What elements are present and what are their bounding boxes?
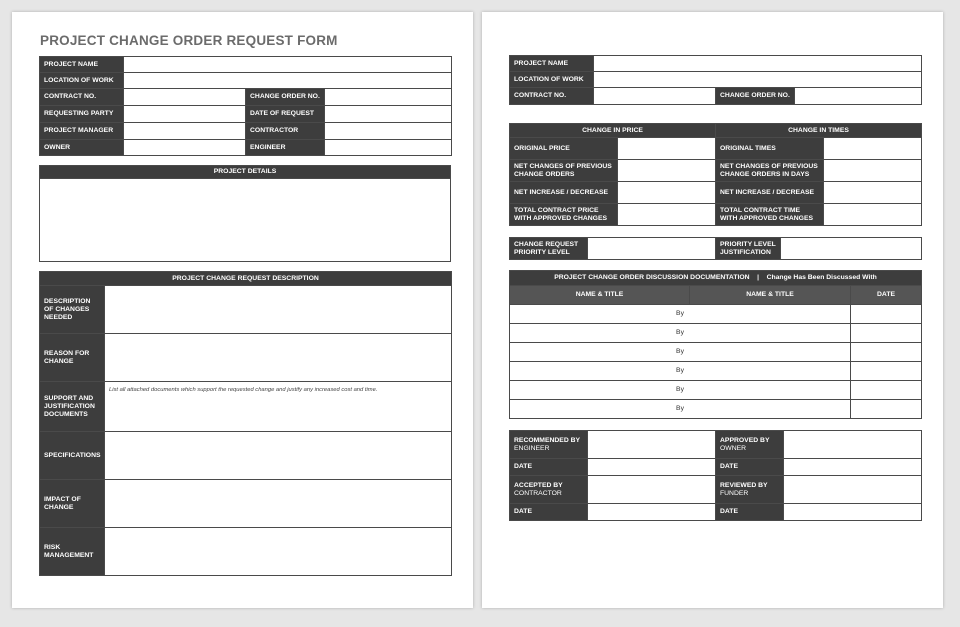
specifications-label: SPECIFICATIONS bbox=[40, 432, 105, 480]
project-info-table-2 bbox=[509, 55, 922, 105]
reason-for-change-label: REASON FOR CHANGE bbox=[40, 334, 105, 382]
project-details-table bbox=[39, 165, 451, 262]
engineer-field[interactable] bbox=[325, 140, 452, 156]
net-changes-previous-days-field[interactable] bbox=[824, 160, 922, 182]
net-increase-decrease-field[interactable] bbox=[618, 182, 716, 204]
date-label-2: DATE bbox=[716, 459, 784, 476]
original-times-field[interactable] bbox=[824, 138, 922, 160]
description-of-changes-label: DESCRIPTION OF CHANGES NEEDED bbox=[40, 286, 105, 334]
discussion-title: PROJECT CHANGE ORDER DISCUSSION DOCUMENTATION bbox=[554, 274, 750, 281]
total-contract-price-field[interactable] bbox=[618, 204, 716, 226]
funder-sub: FUNDER bbox=[720, 489, 749, 497]
change-in-times-header: CHANGE IN TIMES bbox=[716, 124, 922, 138]
change-in-price-header: CHANGE IN PRICE bbox=[510, 124, 716, 138]
contract-no-label: CONTRACT NO. bbox=[40, 89, 124, 106]
contractor-label: CONTRACTOR bbox=[246, 123, 325, 140]
contractor-field[interactable] bbox=[325, 123, 452, 140]
engineer-sub: ENGINEER bbox=[514, 444, 550, 452]
by-row-1[interactable]: By bbox=[510, 305, 851, 324]
date-field-2[interactable] bbox=[784, 459, 922, 476]
discussion-table bbox=[509, 270, 922, 419]
by-row-3[interactable]: By bbox=[510, 343, 851, 362]
total-contract-time-label: TOTAL CONTRACT TIME WITH APPROVED CHANGES bbox=[716, 204, 824, 226]
contract-no-label-2: CONTRACT NO. bbox=[510, 88, 594, 105]
date-field-3[interactable] bbox=[588, 504, 716, 521]
approved-by-text: APPROVED BY bbox=[720, 436, 770, 444]
impact-of-change-label: IMPACT OF CHANGE bbox=[40, 480, 105, 528]
date-field-4[interactable] bbox=[784, 504, 922, 521]
risk-management-label: RISK MANAGEMENT bbox=[40, 528, 105, 576]
signature-table bbox=[509, 430, 922, 521]
project-name-label: PROJECT NAME bbox=[40, 57, 124, 73]
change-price-times-table bbox=[509, 123, 922, 226]
change-request-description-table bbox=[39, 271, 452, 576]
accepted-by-label bbox=[510, 476, 588, 504]
reason-for-change-field[interactable] bbox=[105, 334, 452, 382]
form-page-1 bbox=[12, 12, 473, 608]
by-row-6-date[interactable] bbox=[851, 400, 922, 419]
change-order-no-field[interactable] bbox=[325, 89, 452, 106]
description-header: PROJECT CHANGE REQUEST DESCRIPTION bbox=[40, 272, 452, 286]
project-details-field[interactable] bbox=[40, 179, 451, 262]
recommended-by-field[interactable] bbox=[588, 431, 716, 459]
change-request-priority-field[interactable] bbox=[588, 238, 716, 260]
reviewed-by-text: REVIEWED BY bbox=[720, 481, 768, 489]
by-row-6[interactable]: By bbox=[510, 400, 851, 419]
discussion-subtitle: Change Has Been Discussed With bbox=[766, 274, 877, 281]
date-label-3: DATE bbox=[510, 504, 588, 521]
form-title: PROJECT CHANGE ORDER REQUEST FORM bbox=[40, 33, 338, 48]
approved-by-label bbox=[716, 431, 784, 459]
by-row-2[interactable]: By bbox=[510, 324, 851, 343]
reviewed-by-label bbox=[716, 476, 784, 504]
change-order-no-label: CHANGE ORDER NO. bbox=[246, 89, 325, 106]
project-details-header: PROJECT DETAILS bbox=[40, 166, 451, 179]
location-of-work-label: LOCATION OF WORK bbox=[40, 73, 124, 89]
location-of-work-field-2[interactable] bbox=[594, 72, 922, 88]
by-row-1-date[interactable] bbox=[851, 305, 922, 324]
original-price-field[interactable] bbox=[618, 138, 716, 160]
requesting-party-field[interactable] bbox=[124, 106, 246, 123]
original-price-label: ORIGINAL PRICE bbox=[510, 138, 618, 160]
owner-field[interactable] bbox=[124, 140, 246, 156]
approved-by-field[interactable] bbox=[784, 431, 922, 459]
specifications-field[interactable] bbox=[105, 432, 452, 480]
contract-no-field[interactable] bbox=[124, 89, 246, 106]
discussion-separator: | bbox=[757, 274, 760, 281]
priority-table bbox=[509, 237, 922, 260]
project-name-field-2[interactable] bbox=[594, 56, 922, 72]
net-increase-decrease-label: NET INCREASE / DECREASE bbox=[510, 182, 618, 204]
original-times-label: ORIGINAL TIMES bbox=[716, 138, 824, 160]
by-row-4-date[interactable] bbox=[851, 362, 922, 381]
net-increase-decrease-times-field[interactable] bbox=[824, 182, 922, 204]
project-manager-field[interactable] bbox=[124, 123, 246, 140]
date-label-1: DATE bbox=[510, 459, 588, 476]
recommended-by-text: RECOMMENDED BY bbox=[514, 436, 581, 444]
by-row-2-date[interactable] bbox=[851, 324, 922, 343]
description-of-changes-field[interactable] bbox=[105, 286, 452, 334]
recommended-by-label bbox=[510, 431, 588, 459]
by-row-5[interactable]: By bbox=[510, 381, 851, 400]
by-row-5-date[interactable] bbox=[851, 381, 922, 400]
engineer-label: ENGINEER bbox=[246, 140, 325, 156]
form-page-2 bbox=[482, 12, 943, 608]
project-info-table bbox=[39, 56, 452, 156]
project-manager-label: PROJECT MANAGER bbox=[40, 123, 124, 140]
contract-no-field-2[interactable] bbox=[594, 88, 716, 105]
project-name-label-2: PROJECT NAME bbox=[510, 56, 594, 72]
support-documents-label: SUPPORT AND JUSTIFICATION DOCUMENTS bbox=[40, 382, 105, 432]
date-field-1[interactable] bbox=[588, 459, 716, 476]
discussion-header bbox=[510, 271, 922, 286]
change-order-no-field-2[interactable] bbox=[795, 88, 922, 105]
date-of-request-field[interactable] bbox=[325, 106, 452, 123]
location-of-work-field[interactable] bbox=[124, 73, 452, 89]
support-documents-field[interactable]: List all attached documents which support the requested change and justify any increased cost and time. bbox=[105, 382, 452, 432]
owner-label: OWNER bbox=[40, 140, 124, 156]
total-contract-price-label: TOTAL CONTRACT PRICE WITH APPROVED CHANGES bbox=[510, 204, 618, 226]
date-of-request-label: DATE OF REQUEST bbox=[246, 106, 325, 123]
by-row-3-date[interactable] bbox=[851, 343, 922, 362]
net-increase-decrease-times-label: NET INCREASE / DECREASE bbox=[716, 182, 824, 204]
priority-justification-field[interactable] bbox=[781, 238, 922, 260]
change-request-priority-label: CHANGE REQUEST PRIORITY LEVEL bbox=[510, 238, 588, 260]
by-row-4[interactable]: By bbox=[510, 362, 851, 381]
date-label-4: DATE bbox=[716, 504, 784, 521]
accepted-by-text: ACCEPTED BY bbox=[514, 481, 563, 489]
contractor-sub: CONTRACTOR bbox=[514, 489, 562, 497]
net-changes-previous-days-label: NET CHANGES OF PREVIOUS CHANGE ORDERS IN DAYS bbox=[716, 160, 824, 182]
change-order-no-label-2: CHANGE ORDER NO. bbox=[716, 88, 795, 105]
net-changes-previous-field[interactable] bbox=[618, 160, 716, 182]
impact-of-change-field[interactable] bbox=[105, 480, 452, 528]
requesting-party-label: REQUESTING PARTY bbox=[40, 106, 124, 123]
date-col: DATE bbox=[851, 286, 922, 305]
owner-sub: OWNER bbox=[720, 444, 747, 452]
name-title-col-1: NAME & TITLE bbox=[510, 286, 690, 305]
reviewed-by-field[interactable] bbox=[784, 476, 922, 504]
total-contract-time-field[interactable] bbox=[824, 204, 922, 226]
project-name-field[interactable] bbox=[124, 57, 452, 73]
risk-management-field[interactable] bbox=[105, 528, 452, 576]
accepted-by-field[interactable] bbox=[588, 476, 716, 504]
priority-justification-label: PRIORITY LEVEL JUSTIFICATION bbox=[716, 238, 781, 260]
net-changes-previous-label: NET CHANGES OF PREVIOUS CHANGE ORDERS bbox=[510, 160, 618, 182]
name-title-col-2: NAME & TITLE bbox=[690, 286, 851, 305]
location-of-work-label-2: LOCATION OF WORK bbox=[510, 72, 594, 88]
